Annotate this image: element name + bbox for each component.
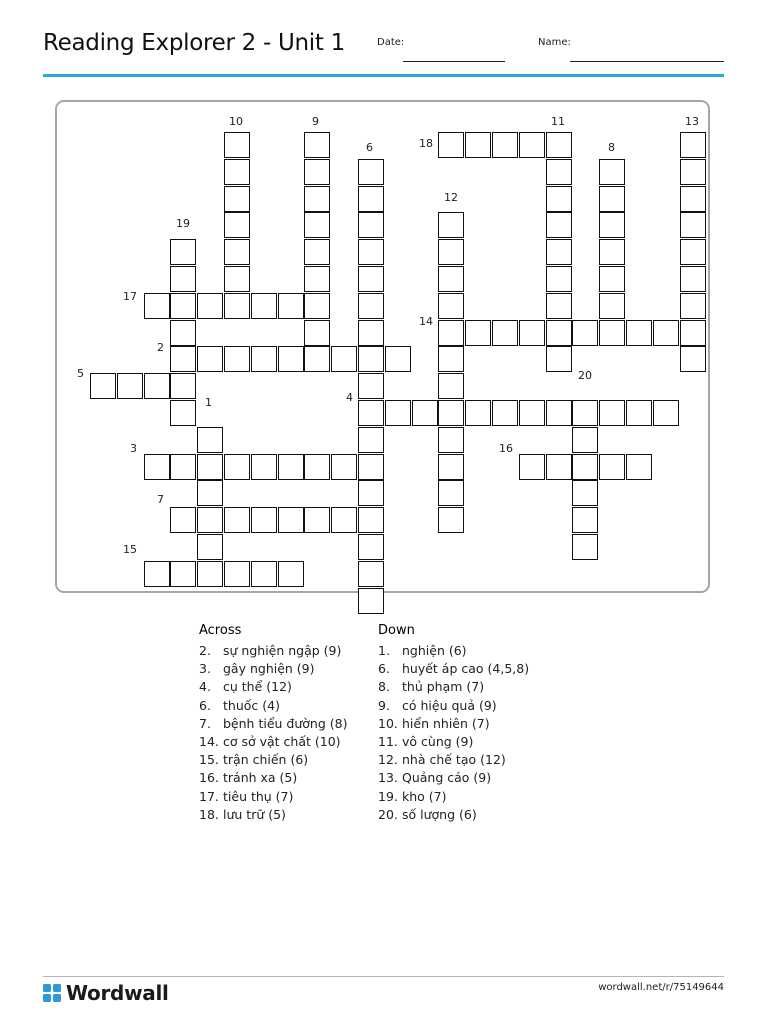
crossword-cell[interactable]: [492, 320, 518, 346]
clue-item: 3. gây nghiện (9): [199, 661, 315, 677]
crossword-cell[interactable]: [358, 266, 384, 292]
crossword-cell[interactable]: [197, 480, 223, 506]
grid-number: 11: [551, 115, 565, 128]
across-heading: Across: [199, 623, 242, 638]
crossword-cell[interactable]: [412, 400, 438, 426]
crossword-cell[interactable]: [438, 132, 464, 158]
crossword-cell[interactable]: [304, 186, 330, 212]
crossword-cell[interactable]: [438, 346, 464, 372]
clue-item: 15. trận chiến (6): [199, 752, 309, 768]
crossword-cell[interactable]: [546, 186, 572, 212]
grid-number: 5: [77, 367, 84, 380]
crossword-cell[interactable]: [546, 159, 572, 185]
wordwall-logo-icon: [43, 984, 62, 1003]
crossword-cell[interactable]: [358, 507, 384, 533]
crossword-cell[interactable]: [546, 239, 572, 265]
crossword-cell[interactable]: [304, 239, 330, 265]
crossword-cell[interactable]: [546, 400, 572, 426]
crossword-cell[interactable]: [197, 507, 223, 533]
crossword-cell[interactable]: [224, 239, 250, 265]
crossword-cell[interactable]: [304, 293, 330, 319]
crossword-cell[interactable]: [197, 427, 223, 453]
crossword-cell[interactable]: [438, 212, 464, 238]
crossword-cell[interactable]: [438, 320, 464, 346]
crossword-cell[interactable]: [653, 320, 679, 346]
grid-number: 18: [419, 137, 433, 150]
crossword-cell[interactable]: [224, 266, 250, 292]
crossword-cell[interactable]: [251, 346, 277, 372]
crossword-cell[interactable]: [385, 346, 411, 372]
crossword-cell[interactable]: [546, 266, 572, 292]
clue-item: 8. thủ phạm (7): [378, 679, 485, 695]
crossword-cell[interactable]: [599, 320, 625, 346]
clue-item: 16. tránh xa (5): [199, 770, 298, 786]
crossword-cell[interactable]: [465, 320, 491, 346]
crossword-cell[interactable]: [304, 454, 330, 480]
crossword-cell[interactable]: [680, 266, 706, 292]
crossword-cell[interactable]: [519, 454, 545, 480]
clue-item: 1. nghiện (6): [378, 643, 467, 658]
crossword-cell[interactable]: [438, 239, 464, 265]
crossword-cell[interactable]: [626, 400, 652, 426]
crossword-cell[interactable]: [465, 132, 491, 158]
crossword-cell[interactable]: [546, 293, 572, 319]
footer-url[interactable]: wordwall.net/r/75149644: [598, 982, 724, 993]
crossword-cell[interactable]: [492, 132, 518, 158]
clue-item: 17. tiêu thụ (7): [199, 788, 294, 804]
crossword-cell[interactable]: [358, 212, 384, 238]
crossword-cell[interactable]: [170, 561, 196, 587]
grid-number: 1: [205, 396, 212, 409]
header-divider: [43, 74, 724, 77]
grid-number: 4: [346, 391, 353, 404]
down-heading: Down: [378, 623, 415, 638]
crossword-cell[interactable]: [572, 480, 598, 506]
wordwall-logo: [43, 981, 169, 1005]
crossword-cell[interactable]: [197, 293, 223, 319]
crossword-cell[interactable]: [572, 400, 598, 426]
crossword-cell[interactable]: [117, 373, 143, 399]
crossword-cell[interactable]: [572, 534, 598, 560]
crossword-cell[interactable]: [438, 293, 464, 319]
crossword-cell[interactable]: [251, 507, 277, 533]
crossword-cell[interactable]: [170, 400, 196, 426]
clue-item: 9. có hiệu quả (9): [378, 697, 497, 713]
crossword-cell[interactable]: [438, 480, 464, 506]
crossword-cell[interactable]: [546, 132, 572, 158]
crossword-cell[interactable]: [572, 320, 598, 346]
crossword-cell[interactable]: [680, 132, 706, 158]
crossword-cell[interactable]: [599, 159, 625, 185]
crossword-cell[interactable]: [170, 293, 196, 319]
crossword-cell[interactable]: [438, 454, 464, 480]
crossword-cell[interactable]: [680, 320, 706, 346]
crossword-cell[interactable]: [572, 507, 598, 533]
crossword-cell[interactable]: [144, 373, 170, 399]
crossword-cell[interactable]: [519, 320, 545, 346]
down-clues: [378, 623, 529, 824]
crossword-cell[interactable]: [438, 427, 464, 453]
crossword-cell[interactable]: [358, 561, 384, 587]
grid-number: 13: [685, 115, 699, 128]
clue-item: 6. huyết áp cao (4,5,8): [378, 661, 530, 677]
crossword-cell[interactable]: [304, 507, 330, 533]
crossword-cell[interactable]: [358, 239, 384, 265]
crossword-cell[interactable]: [358, 534, 384, 560]
crossword-cell[interactable]: [304, 320, 330, 346]
crossword-cell[interactable]: [599, 266, 625, 292]
logo-text: Wordwall: [66, 981, 169, 1005]
crossword-cell[interactable]: [546, 212, 572, 238]
crossword-cell[interactable]: [680, 186, 706, 212]
clue-item: 12. nhà chế tạo (12): [378, 752, 506, 768]
crossword-cell[interactable]: [304, 159, 330, 185]
clue-item: 10. hiển nhiên (7): [378, 715, 490, 731]
date-label: Date:: [377, 37, 405, 48]
crossword-cell[interactable]: [680, 346, 706, 372]
crossword-cell[interactable]: [358, 293, 384, 319]
crossword-cell[interactable]: [224, 561, 250, 587]
grid-number: 3: [130, 442, 137, 455]
crossword-cell[interactable]: [170, 373, 196, 399]
crossword-cell[interactable]: [170, 454, 196, 480]
page-title: Reading Explorer 2 - Unit 1: [43, 30, 345, 56]
crossword-cell[interactable]: [519, 400, 545, 426]
crossword-cell[interactable]: [599, 454, 625, 480]
clue-item: 20. số lượng (6): [378, 806, 477, 822]
crossword-cell[interactable]: [599, 293, 625, 319]
crossword-cell[interactable]: [546, 454, 572, 480]
crossword-cell[interactable]: [519, 132, 545, 158]
crossword-cell[interactable]: [170, 507, 196, 533]
crossword-cell[interactable]: [224, 159, 250, 185]
crossword-cell[interactable]: [599, 212, 625, 238]
crossword-cell[interactable]: [358, 588, 384, 614]
crossword-cell[interactable]: [546, 320, 572, 346]
crossword-cell[interactable]: [304, 132, 330, 158]
crossword-cell[interactable]: [358, 427, 384, 453]
across-clues: [199, 623, 347, 824]
crossword-cell[interactable]: [224, 507, 250, 533]
crossword-cell[interactable]: [170, 320, 196, 346]
clue-item: 13. Quảng cáo (9): [378, 770, 492, 786]
grid-number: 20: [578, 369, 592, 382]
crossword-cell[interactable]: [170, 239, 196, 265]
clue-item: 14. cơ sở vật chất (10): [199, 733, 341, 749]
crossword-cell[interactable]: [278, 507, 304, 533]
crossword-cell[interactable]: [438, 400, 464, 426]
crossword-cell[interactable]: [170, 266, 196, 292]
date-field[interactable]: [403, 61, 505, 62]
name-field[interactable]: [570, 61, 724, 62]
crossword-cell[interactable]: [358, 320, 384, 346]
clue-item: 11. vô cùng (9): [378, 733, 474, 749]
crossword-cell[interactable]: [170, 346, 196, 372]
crossword-cell[interactable]: [224, 212, 250, 238]
crossword-cell[interactable]: [144, 454, 170, 480]
grid-number: 9: [312, 115, 319, 128]
crossword-cell[interactable]: [358, 346, 384, 372]
crossword-cell[interactable]: [304, 212, 330, 238]
crossword-cell[interactable]: [438, 373, 464, 399]
crossword-cell[interactable]: [278, 561, 304, 587]
crossword-cell[interactable]: [653, 400, 679, 426]
crossword-cell[interactable]: [224, 346, 250, 372]
grid-number: 15: [123, 543, 137, 556]
crossword-cell[interactable]: [465, 400, 491, 426]
crossword-cell[interactable]: [358, 186, 384, 212]
grid-number: 16: [499, 442, 513, 455]
crossword-cell[interactable]: [599, 400, 625, 426]
crossword-cell[interactable]: [492, 400, 518, 426]
grid-number: 8: [608, 141, 615, 154]
crossword-cell[interactable]: [278, 346, 304, 372]
clue-item: 6. thuốc (4): [199, 697, 280, 713]
grid-number: 2: [157, 341, 164, 354]
grid-number: 14: [419, 315, 433, 328]
crossword-cell[interactable]: [680, 293, 706, 319]
crossword-cell[interactable]: [197, 454, 223, 480]
grid-number: 12: [444, 191, 458, 204]
clue-item: 4. cụ thể (12): [199, 679, 292, 695]
crossword-cell[interactable]: [572, 427, 598, 453]
crossword-cell[interactable]: [626, 320, 652, 346]
crossword-cell[interactable]: [358, 454, 384, 480]
crossword-cell[interactable]: [599, 239, 625, 265]
crossword-cell[interactable]: [90, 373, 116, 399]
crossword-cell[interactable]: [358, 373, 384, 399]
crossword-cell[interactable]: [144, 561, 170, 587]
crossword-cell[interactable]: [224, 132, 250, 158]
crossword-cell[interactable]: [224, 454, 250, 480]
clue-item: 2. sự nghiện ngập (9): [199, 643, 342, 658]
crossword-cell[interactable]: [197, 561, 223, 587]
crossword-cell[interactable]: [599, 186, 625, 212]
crossword-cell[interactable]: [331, 454, 357, 480]
crossword-cell[interactable]: [278, 293, 304, 319]
clue-item: 19. kho (7): [378, 788, 447, 804]
crossword-cell[interactable]: [626, 454, 652, 480]
crossword-cell[interactable]: [680, 212, 706, 238]
crossword-cell[interactable]: [197, 346, 223, 372]
footer-divider: [43, 976, 724, 977]
crossword-cell[interactable]: [144, 293, 170, 319]
crossword-cell[interactable]: [358, 400, 384, 426]
crossword-cell[interactable]: [385, 400, 411, 426]
crossword-cell[interactable]: [278, 454, 304, 480]
grid-number: 10: [229, 115, 243, 128]
crossword-cell[interactable]: [251, 454, 277, 480]
crossword-cell[interactable]: [438, 266, 464, 292]
clue-item: 7. bệnh tiểu đường (8): [199, 715, 348, 731]
crossword-cell[interactable]: [224, 293, 250, 319]
crossword-cell[interactable]: [251, 293, 277, 319]
name-label: Name:: [538, 37, 571, 48]
crossword-cell[interactable]: [546, 346, 572, 372]
grid-number: 7: [157, 493, 164, 506]
crossword-cell[interactable]: [680, 239, 706, 265]
crossword-cell[interactable]: [304, 266, 330, 292]
clue-item: 18. lưu trữ (5): [199, 806, 286, 822]
grid-number: 19: [176, 217, 190, 230]
crossword-cell[interactable]: [680, 159, 706, 185]
crossword-cell[interactable]: [358, 480, 384, 506]
crossword-cell[interactable]: [438, 507, 464, 533]
crossword-cell[interactable]: [224, 186, 250, 212]
grid-number: 17: [123, 290, 137, 303]
crossword-cell[interactable]: [304, 346, 330, 372]
crossword-cell[interactable]: [572, 454, 598, 480]
crossword-cell[interactable]: [197, 534, 223, 560]
crossword-cell[interactable]: [331, 346, 357, 372]
crossword-cell[interactable]: [358, 159, 384, 185]
crossword-cell[interactable]: [331, 507, 357, 533]
grid-number: 6: [366, 141, 373, 154]
crossword-cell[interactable]: [251, 561, 277, 587]
